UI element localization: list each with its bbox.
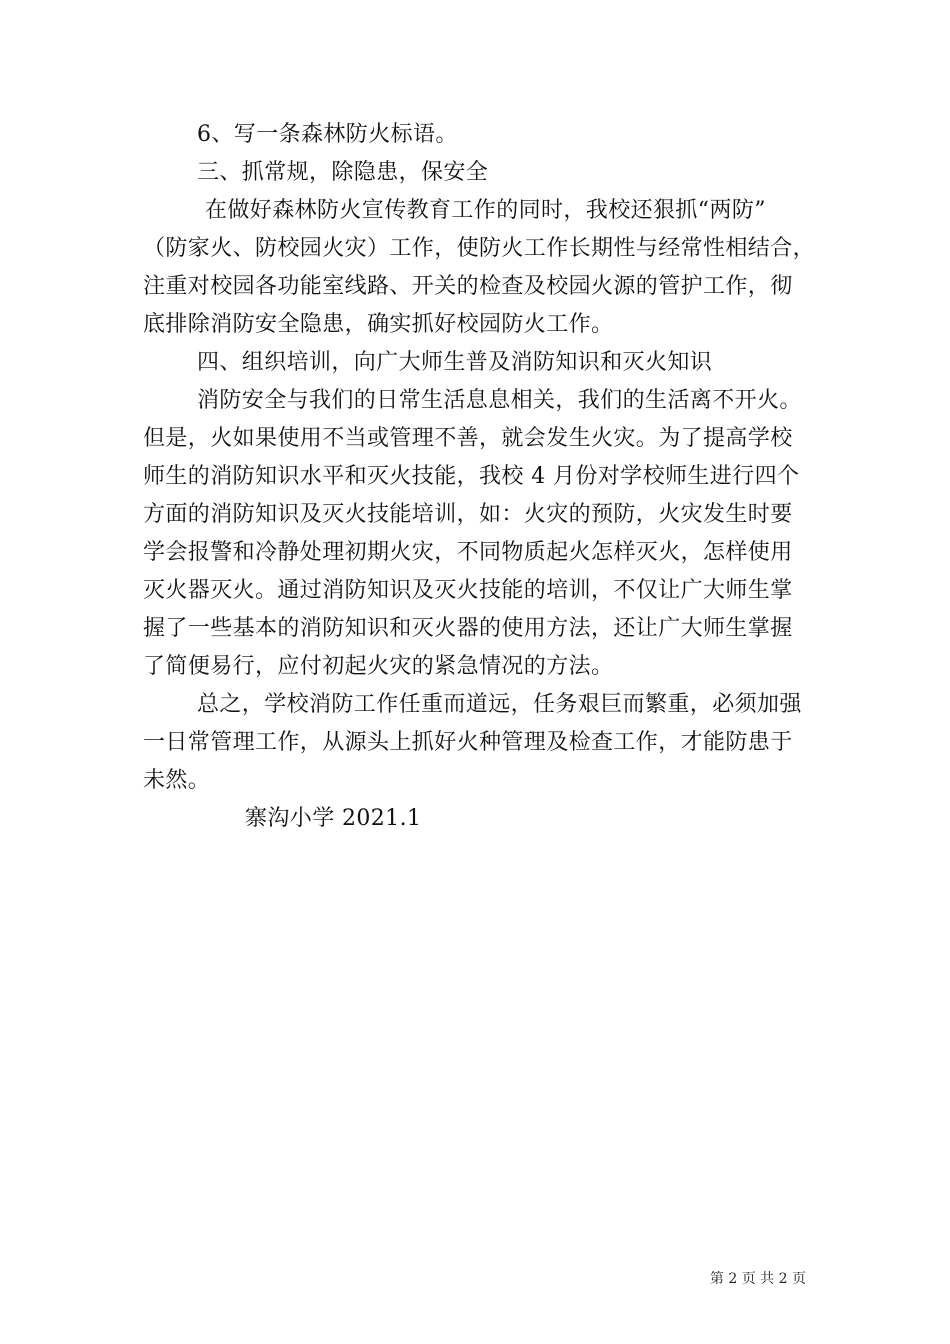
paragraph-line: 灭火器灭火。通过消防知识及灭火技能的培训，不仅让广大师生掌 — [143, 578, 793, 603]
signature-line: 寨沟小学 2021.1 — [245, 806, 422, 831]
paragraph-line: 在做好森林防火宣传教育工作的同时，我校还狠抓“两防” — [205, 198, 766, 223]
document-body — [143, 116, 816, 838]
paragraph-line: 学会报警和冷静处理初期火灾，不同物质起火怎样灭火，怎样使用 — [143, 540, 793, 565]
paragraph-line: 握了一些基本的消防知识和灭火器的使用方法，还让广大师生掌握 — [143, 616, 793, 641]
paragraph-line: （防家火、防校园火灾）工作，使防火工作长期性与经常性相结合， — [143, 236, 816, 261]
paragraph-line: 师生的消防知识水平和灭火技能，我校 4 月份对学校师生进行四个 — [143, 464, 800, 489]
paragraph-line: 总之，学校消防工作任重而道远，任务艰巨而繁重，必须加强 — [197, 692, 802, 717]
list-item-slogan: 6、写一条森林防火标语。 — [197, 122, 458, 147]
paragraph-line: 未然。 — [143, 768, 211, 793]
page-number: 第 2 页 共 2 页 — [709, 1271, 806, 1287]
section-heading-3: 三、抓常规，除隐患，保安全 — [197, 160, 489, 185]
paragraph-line: 一日常管理工作，从源头上抓好火种管理及检查工作，才能防患于 — [143, 730, 793, 755]
paragraph-line: 了简便易行，应付初起火灾的紧急情况的方法。 — [143, 654, 614, 679]
section-heading-4: 四、组织培训，向广大师生普及消防知识和灭火知识 — [197, 350, 713, 375]
paragraph-line: 注重对校园各功能室线路、开关的检查及校园火源的管护工作，彻 — [143, 274, 793, 299]
paragraph-line: 但是，火如果使用不当或管理不善，就会发生火灾。为了提高学校 — [143, 426, 793, 451]
paragraph-line: 方面的消防知识及灭火技能培训，如：火灾的预防，火灾发生时要 — [143, 502, 793, 527]
paragraph-line: 底排除消防安全隐患，确实抓好校园防火工作。 — [143, 312, 614, 337]
paragraph-line: 消防安全与我们的日常生活息息相关，我们的生活离不开火。 — [197, 388, 802, 413]
